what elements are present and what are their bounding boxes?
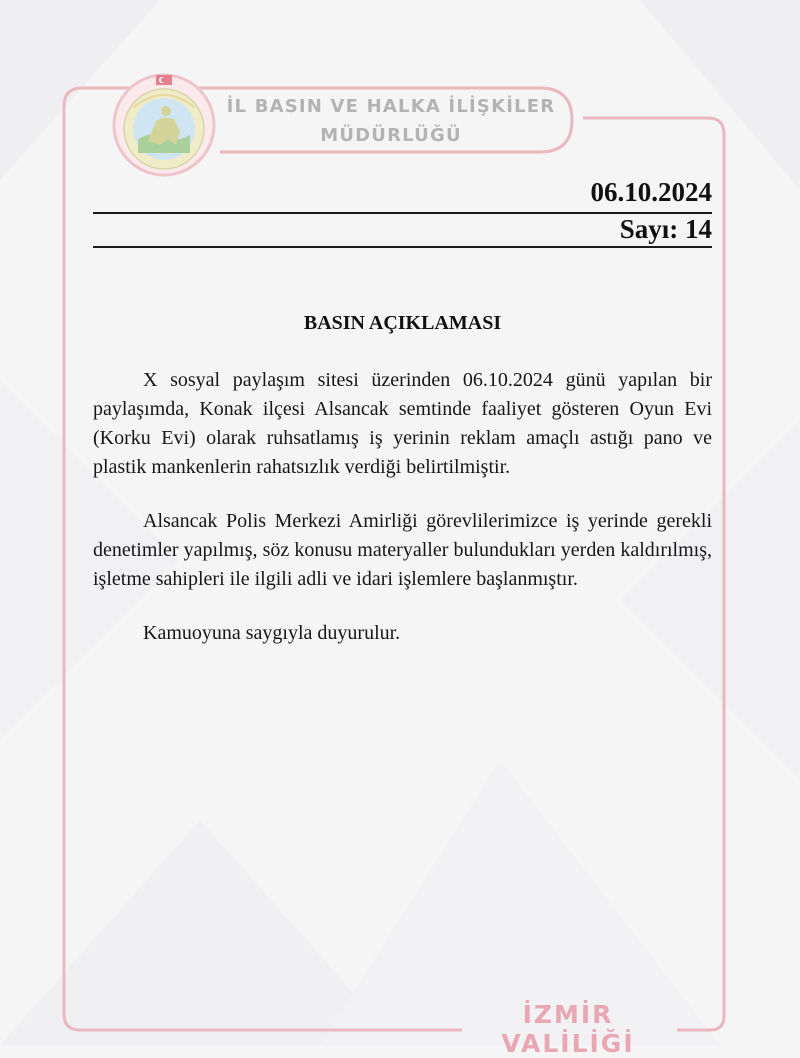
body-paragraph-2: Alsancak Polis Merkezi Amirliği görevlilerimizce iş yerinde gerekli denetimler yapılmış, söz konusu materyaller bulundukları yerden kaldırılmış, işletme sahipleri ile ilgili adli ve idari işlemlere başlanmıştır.	[93, 510, 712, 590]
document-title: BASIN AÇIKLAMASI	[303, 312, 502, 334]
header-title-line2: MÜDÜRLÜĞÜ	[320, 125, 462, 146]
izmir-province-seal-icon	[112, 73, 216, 177]
document-date: 06.10.2024	[590, 177, 712, 207]
document-number: Sayı: 14	[619, 214, 712, 244]
divider-line-bottom	[93, 246, 712, 248]
footer-brand: İZMİR VALİLİĞİ	[501, 1000, 635, 1058]
body-paragraph-3: Kamuoyuna saygıyla duyurulur.	[143, 622, 401, 644]
document-body	[93, 366, 712, 673]
header-title	[216, 92, 566, 150]
body-paragraph-1: X sosyal paylaşım sitesi üzerinden 06.10.2024 günü yapılan bir paylaşımda, Konak ilçesi Alsancak semtinde faaliyet gösteren Oyun Evi (Korku Evi) olarak ruhsatlamış iş yerinin reklam amaçlı astığı pano ve plastik mankenlerin rahatsızlık verdiği belirtilmiştir.	[93, 369, 712, 478]
header-title-line1: İL BASIN VE HALKA İLİŞKİLER	[226, 96, 556, 117]
